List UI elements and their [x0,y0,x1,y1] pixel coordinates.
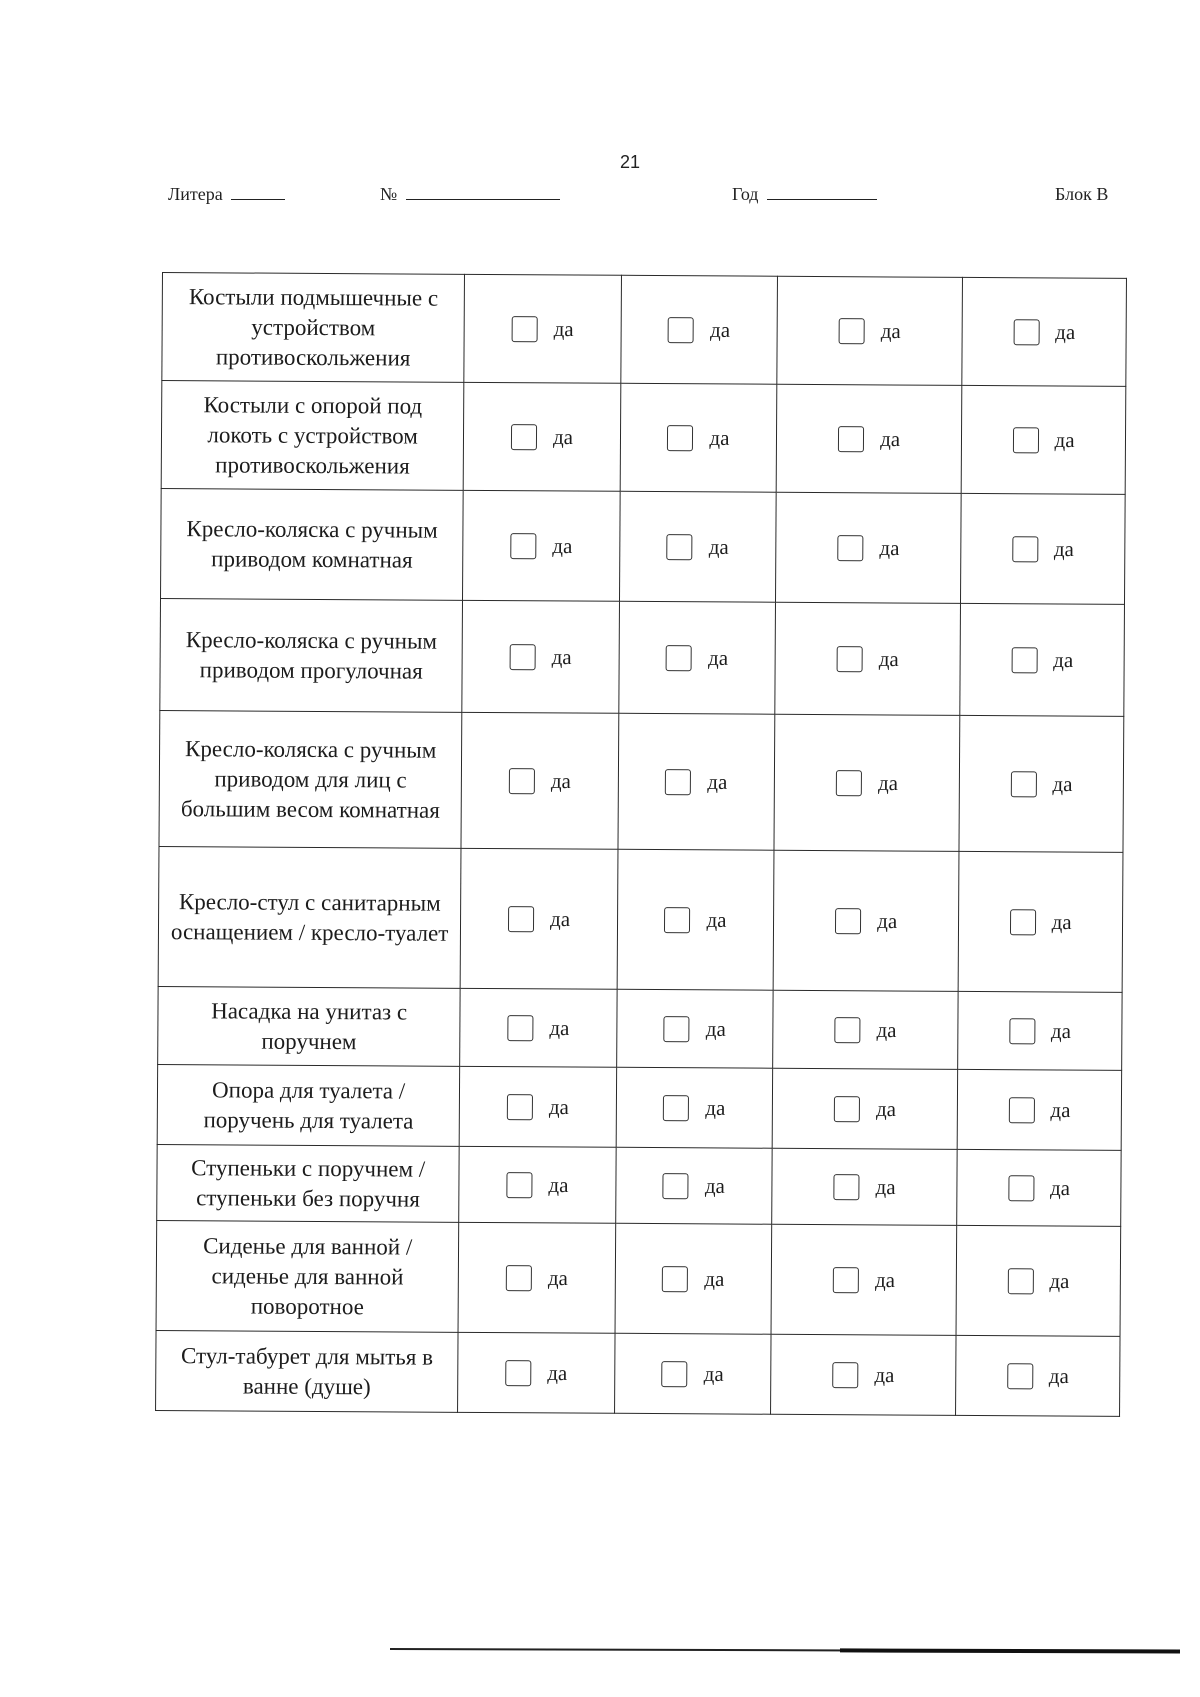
checkbox[interactable] [1010,771,1036,797]
footer-rule-thick [840,1648,1180,1653]
option-cell [957,1149,1121,1226]
checkbox-label: да [547,1360,568,1385]
option-cell [771,1334,956,1415]
option-cell [774,714,960,851]
checkbox-label: да [880,318,901,343]
option-cell [621,275,778,384]
checkbox[interactable] [506,1265,532,1291]
option-cell [959,715,1124,852]
checkbox-label: да [875,1096,897,1121]
option-cell [620,383,777,492]
table-row [158,846,1123,992]
number-field [380,184,560,205]
checkbox[interactable] [837,646,863,672]
option-cell [960,603,1125,716]
table-row [162,273,1127,387]
checkbox-label: да [876,1017,897,1042]
item-name: Кресло-коляска с ручным приводом прогулочная [160,598,463,712]
checkbox-label: да [552,533,573,558]
checkbox-label: да [1048,1363,1069,1388]
option-cell [458,1332,615,1413]
checkbox[interactable] [508,906,534,932]
checkbox-label: да [877,770,899,795]
option-cell [459,1146,616,1223]
checkbox-label: да [548,1094,569,1119]
checkbox-label: да [1050,1097,1071,1122]
checkbox[interactable] [510,533,536,559]
checkbox[interactable] [663,1173,689,1199]
checkbox-label: да [1053,647,1074,672]
option-cell [460,988,617,1067]
checkbox[interactable] [833,1174,859,1200]
litera-label: Литера [168,184,223,204]
year-label: Год [732,184,759,204]
checkbox[interactable] [667,425,693,451]
checkbox-label: да [706,907,727,932]
checkbox[interactable] [512,316,538,342]
table-row [157,1064,1121,1150]
checkbox[interactable] [511,424,537,450]
checkbox[interactable] [833,1267,859,1293]
checkbox[interactable] [667,534,693,560]
checkbox[interactable] [664,1016,690,1042]
checkbox[interactable] [832,1362,858,1388]
option-cell [773,850,959,991]
option-cell [956,1225,1121,1336]
checkbox[interactable] [509,768,535,794]
checkbox[interactable] [1011,647,1037,673]
checkbox-label: да [880,426,901,451]
checkbox-label: да [1055,319,1076,344]
option-cell [461,712,618,849]
option-cell [463,490,620,601]
checkbox-label: да [1050,1018,1072,1043]
checkbox-label: да [877,908,898,933]
option-cell [618,713,775,850]
checkbox[interactable] [834,1096,860,1122]
checkbox[interactable] [665,769,691,795]
option-cell [462,600,619,713]
checkbox[interactable] [510,644,536,670]
option-cell [463,382,620,491]
checkbox[interactable] [507,1094,533,1120]
checkbox[interactable] [1010,909,1036,935]
equipment-table [155,272,1127,1417]
checkbox[interactable] [506,1172,532,1198]
checkbox[interactable] [1012,427,1038,453]
footer-rule [390,1648,1180,1652]
checkbox[interactable] [1009,1018,1035,1044]
page-number: 21 [620,152,641,172]
checkbox[interactable] [1008,1175,1034,1201]
table-row [156,1330,1120,1416]
item-name: Кресло-стул с санитарным оснащением / кресло-туалет [158,846,461,988]
item-name: Кресло-коляска с ручным приводом комнатная [161,488,464,600]
checkbox[interactable] [837,535,863,561]
option-cell [614,1333,771,1414]
item-name: Костыли с опорой под локоть с устройством противоскольжения [161,381,464,491]
number-label: № [380,184,398,204]
checkbox-label: да [710,317,731,342]
checkbox-label: да [549,1015,570,1040]
checkbox-label: да [874,1267,896,1292]
option-cell [458,1222,615,1333]
checkbox-label: да [704,1173,725,1198]
checkbox[interactable] [1007,1268,1033,1294]
option-cell [773,990,958,1069]
item-name: Сиденье для ванной / сиденье для ванной поворотное [156,1220,459,1332]
checkbox[interactable] [835,908,861,934]
table-body [156,273,1127,1417]
checkbox[interactable] [1007,1363,1033,1389]
table-row [161,381,1126,495]
option-cell [460,848,617,989]
checkbox-label: да [550,768,571,793]
checkbox-label: да [1054,427,1075,452]
table-row [161,488,1126,604]
option-cell [772,1148,957,1225]
option-cell [619,491,776,602]
checkbox[interactable] [507,1015,533,1041]
checkbox-label: да [548,1172,569,1197]
checkbox-label: да [875,1174,896,1199]
checkbox[interactable] [1012,536,1038,562]
checkbox[interactable] [1008,1097,1034,1123]
checkbox-label: да [1053,536,1074,561]
option-cell [616,989,773,1068]
item-name: Насадка на унитаз с поручнем [158,986,461,1066]
table-row [158,986,1122,1070]
checkbox[interactable] [666,645,692,671]
block-label: Блок В [1055,184,1109,204]
checkbox[interactable] [664,907,690,933]
item-name: Опора для туалета / поручень для туалета [157,1064,460,1146]
option-cell [617,849,774,990]
table-row [159,710,1124,852]
checkbox-label: да [551,644,572,669]
option-cell [464,274,621,383]
option-cell [772,1068,957,1149]
option-cell [956,1335,1120,1416]
option-cell [958,991,1122,1070]
year-field [732,184,877,205]
checkbox-label: да [1051,909,1072,934]
option-cell [771,1224,957,1335]
checkbox-label: да [703,1361,724,1386]
checkbox-label: да [874,1362,895,1387]
checkbox[interactable] [662,1361,688,1387]
option-cell [776,384,962,493]
option-cell [616,1067,773,1148]
checkbox[interactable] [663,1095,689,1121]
table-row [156,1220,1121,1336]
checkbox-label: да [1052,771,1073,796]
checkbox[interactable] [668,317,694,343]
item-name: Костыли подмышечные с устройством противоскольжения [162,273,465,383]
option-cell [775,602,961,715]
option-cell [961,385,1126,494]
option-cell [962,277,1127,386]
option-cell [619,601,776,714]
option-cell [777,276,963,385]
item-name: Ступеньки с поручнем / ступеньки без поручня [157,1144,460,1222]
checkbox-label: да [1049,1268,1070,1293]
checkbox-label: да [879,535,900,560]
option-cell [776,492,962,603]
option-cell [615,1147,772,1224]
checkbox-label: да [708,534,729,559]
checkbox-label: да [705,1016,726,1041]
litera-blank[interactable] [231,185,285,200]
number-blank[interactable] [406,185,560,200]
litera-field [168,184,285,205]
checkbox-label: да [547,1265,568,1290]
option-cell [958,851,1123,992]
checkbox-label: да [708,645,729,670]
checkbox[interactable] [662,1266,688,1292]
checkbox[interactable] [836,770,862,796]
checkbox-label: да [709,425,730,450]
checkbox-label: да [878,646,899,671]
table-row [157,1144,1121,1226]
option-cell [459,1066,616,1147]
item-name: Кресло-коляска с ручным приводом для лиц с большим весом комнатная [159,710,462,848]
item-name: Стул-табурет для мытья в ванне (душе) [156,1330,459,1412]
checkbox[interactable] [1013,319,1039,345]
option-cell [615,1223,772,1334]
option-cell [961,493,1126,604]
checkbox[interactable] [505,1360,531,1386]
year-blank[interactable] [767,185,877,200]
checkbox-label: да [705,1095,726,1120]
checkbox[interactable] [838,426,864,452]
checkbox-label: да [553,316,574,341]
checkbox-label: да [552,424,574,449]
checkbox[interactable] [834,1017,860,1043]
checkbox-label: да [1049,1175,1071,1200]
checkbox-label: да [704,1266,725,1291]
checkbox-label: да [549,906,571,931]
option-cell [957,1069,1121,1150]
checkbox-label: да [707,769,728,794]
checkbox[interactable] [839,318,865,344]
table-row [160,598,1125,716]
